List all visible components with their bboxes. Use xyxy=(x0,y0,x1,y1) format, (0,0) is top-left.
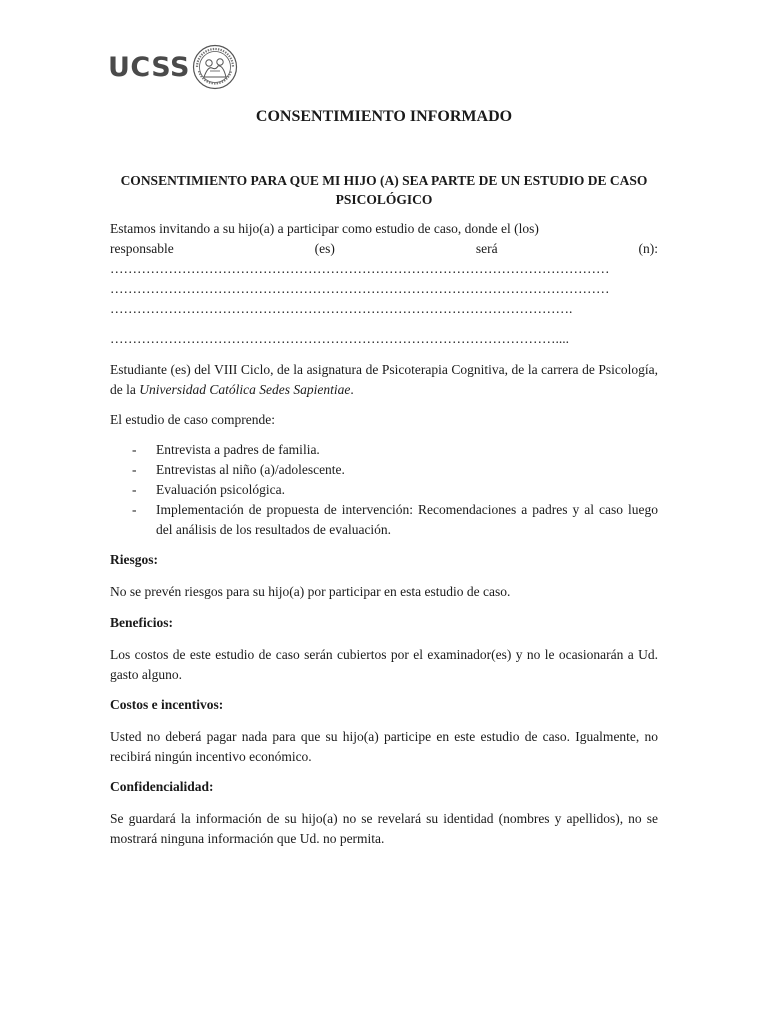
study-list xyxy=(110,440,658,540)
ucss-logo xyxy=(108,44,238,90)
list-bullet: - xyxy=(132,462,137,477)
university-name: Universidad Católica Sedes Sapientiae xyxy=(139,382,351,397)
list-item-text: Entrevista a padres de familia. xyxy=(156,442,320,457)
riesgos-text: No se prevén riesgos para su hijo(a) por participar en esta estudio de caso. xyxy=(110,584,511,599)
list-item-text: Evaluación psicológica. xyxy=(156,482,285,497)
intro-line-1: Estamos invitando a su hijo(a) a participar como estudio de caso, donde el (los) xyxy=(110,221,539,236)
study-intro: El estudio de caso comprende: xyxy=(110,412,275,427)
student-period: . xyxy=(350,382,354,397)
confidencialidad-heading: Confidencialidad: xyxy=(110,779,214,794)
logo-text: UCSS xyxy=(108,51,190,83)
document-subtitle: CONSENTIMIENTO PARA QUE MI HIJO (A) SEA PARTE DE UN ESTUDIO DE CASO PSICOLÓGICO xyxy=(120,173,648,207)
list-bullet: - xyxy=(132,502,137,517)
list-item xyxy=(110,440,658,460)
blank-line-3: …………………………………………………………………………………………. xyxy=(110,301,573,316)
riesgos-heading: Riesgos: xyxy=(110,552,158,567)
list-item xyxy=(110,480,658,500)
beneficios-text: Los costos de este estudio de caso serán cubiertos por el examinador(es) y no le ocasionarán a Ud. gasto alguno. xyxy=(110,647,658,682)
student-text: Estudiante (es) del VIII Ciclo, de la asignatura de Psicoterapia Cognitiva, de la carrera de Psicología, de la xyxy=(110,362,658,397)
blank-line-1: ………………………………………………………………………………………………… xyxy=(110,261,610,276)
costos-text: Usted no deberá pagar nada para que su hijo(a) participe en este estudio de caso. Igualmente, no recibirá ningún incentivo económico. xyxy=(110,729,658,764)
student-paragraph xyxy=(110,360,658,400)
confidencialidad-text: Se guardará la información de su hijo(a) no se revelará su identidad (nombres y apellidos), no se mostrará ninguna información que Ud. no permita. xyxy=(110,811,658,846)
list-item xyxy=(110,500,658,540)
intro-line-2: responsable (es) será (n): xyxy=(110,241,658,256)
costos-heading: Costos e incentivos: xyxy=(110,697,224,712)
blank-line-4: ……………………………………………………………………………………….... xyxy=(110,331,569,346)
blank-line-2: ………………………………………………………………………………………………… xyxy=(110,281,610,296)
beneficios-heading: Beneficios: xyxy=(110,615,173,630)
document-title: CONSENTIMIENTO INFORMADO xyxy=(255,108,513,125)
university-seal-icon xyxy=(192,44,238,90)
list-item-text: Implementación de propuesta de intervención: Recomendaciones a padres y al caso luego del análisis de los resultados de evaluación. xyxy=(156,502,658,537)
list-bullet: - xyxy=(132,482,137,497)
list-item-text: Entrevistas al niño (a)/adolescente. xyxy=(156,462,345,477)
list-bullet: - xyxy=(132,442,137,457)
list-item xyxy=(110,460,658,480)
